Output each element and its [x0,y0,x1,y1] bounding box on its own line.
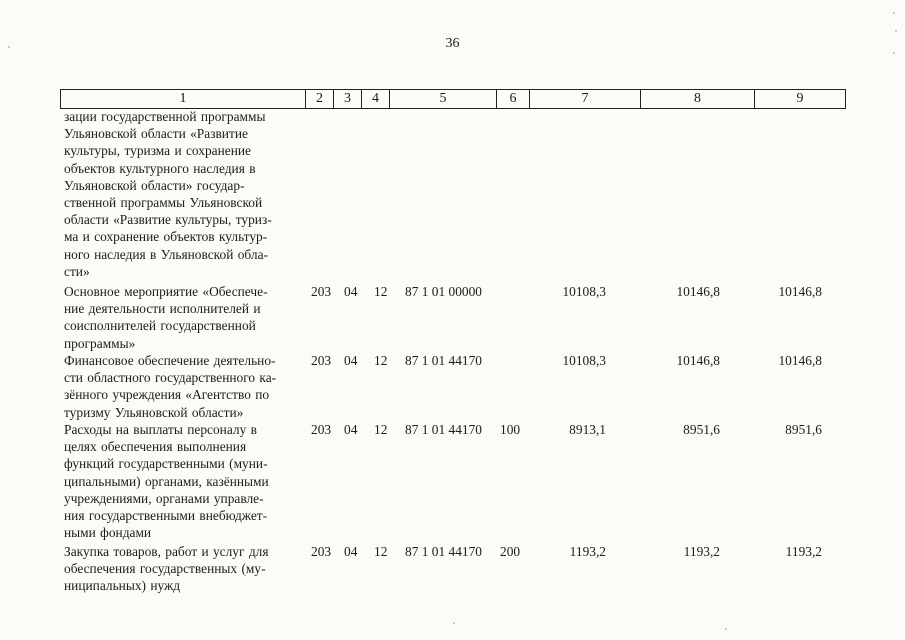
scan-speck [893,12,895,14]
column-header-9: 9 [755,90,846,109]
cell-col2: 203 [311,422,332,437]
cell-col8: 10146,8 [676,353,720,368]
cell-col5: 87 1 01 00000 [405,284,482,299]
row-description: Расходы на выплаты персоналу в целях обеспечения выполнения функций государственными (муни- ципальными) органами, казёнными учреждениями, органами управле- ния государственными внебюджет- ными фондами [64,422,269,541]
cell-col9: 8951,6 [785,422,822,437]
column-header-5: 5 [390,90,497,109]
cell-col9: 1193,2 [785,544,822,559]
cell-col4: 12 [374,353,388,368]
cell-col5: 87 1 01 44170 [405,544,482,559]
cell-col6: 100 [500,422,521,437]
cell-col8: 8951,6 [683,422,720,437]
row-description: Основное мероприятие «Обеспече- ние деятельности исполнителей и соисполнителей государственной программы» [64,284,268,351]
scan-speck [453,622,455,624]
cell-col4: 12 [374,544,388,559]
row-description: зации государственной программы Ульяновской области «Развитие культуры, туризма и сохранение объектов культурного наследия в Ульяновской области» государ- ственной программы Ульяновской области «Развитие культуры, туриз- ма и сохранение объектов культур- ного наследия в Ульяновской обла- сти» [64,109,272,279]
column-header-2: 2 [306,90,334,109]
cell-col7: 1193,2 [569,544,606,559]
cell-col4: 12 [374,284,388,299]
scan-speck [8,46,10,48]
cell-col3: 04 [344,284,358,299]
column-header-4: 4 [362,90,390,109]
cell-col5: 87 1 01 44170 [405,353,482,368]
cell-col3: 04 [344,353,358,368]
cell-col8: 10146,8 [676,284,720,299]
column-header-8: 8 [641,90,755,109]
cell-col7: 10108,3 [562,284,606,299]
column-header-3: 3 [334,90,362,109]
page-number: 36 [445,36,460,51]
column-header-1: 1 [61,90,306,109]
cell-col9: 10146,8 [778,284,822,299]
cell-col5: 87 1 01 44170 [405,422,482,437]
column-header-7: 7 [530,90,641,109]
cell-col7: 8913,1 [569,422,606,437]
cell-col3: 04 [344,422,358,437]
row-description: Финансовое обеспечение деятельно- сти областного государственного ка- зённого учреждения «Агентство по туризму Ульяновской области» [64,353,277,420]
cell-col8: 1193,2 [683,544,720,559]
cell-col3: 04 [344,544,358,559]
column-header-6: 6 [497,90,530,109]
scan-speck [895,30,897,32]
scan-speck [893,52,895,54]
cell-col2: 203 [311,353,332,368]
cell-col4: 12 [374,422,388,437]
cell-col2: 203 [311,544,332,559]
cell-col7: 10108,3 [562,353,606,368]
cell-col2: 203 [311,284,332,299]
scan-speck [725,628,727,630]
cell-col6: 200 [500,544,521,559]
row-description: Закупка товаров, работ и услуг для обеспечения государственных (му- ниципальных) нужд [64,544,269,594]
cell-col9: 10146,8 [778,353,822,368]
column-header-row [60,89,846,109]
